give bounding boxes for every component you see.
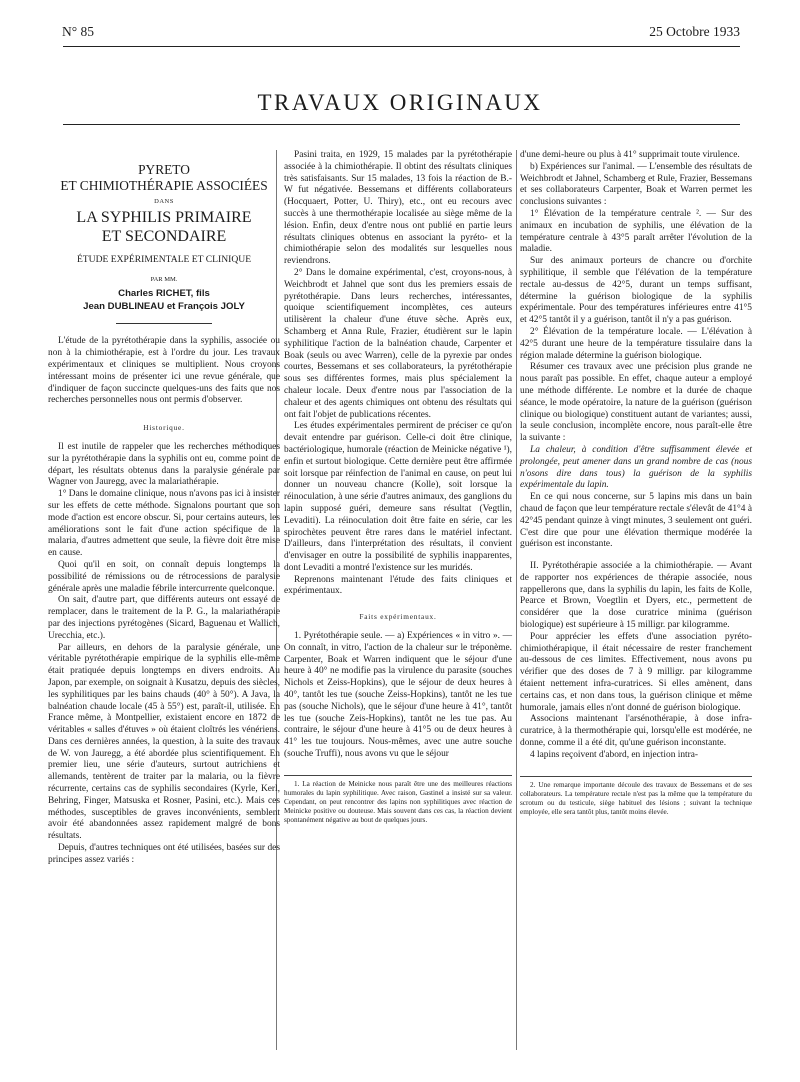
paragraph: 4 lapins reçoivent d'abord, en injection intra- (530, 749, 699, 760)
header-rule (63, 46, 740, 47)
paragraph: Pour apprécier les effets d'une association pyréto-chimiothérapique, il était nécessaire de rester franchement au-dessous de ces limites. Effectivement, nous avons pu vérifier que des doses de 7 à 9 milligr. par kilogramme étaient nettement infra-curatrices. Si elles amènent, dans certains cas, et non dans tous, la guérison clinique et même humorale, jamais elles n'ont donné de guérison biologique. (520, 631, 752, 713)
footnote-rule (520, 776, 752, 777)
paragraph: d'une demi-heure ou plus à 41° supprimait toute virulence. (520, 150, 740, 160)
article-subtitle: ÉTUDE EXPÉRIMENTALE ET CLINIQUE (76, 253, 252, 265)
article-title-line1: PYRETO (138, 162, 190, 177)
paragraph: Quoi qu'il en soit, on connaît depuis longtemps la possibilité de rémissions ou de rétrocessions de paralysie générale après une maladie fébrile intercurrente quelconque. (48, 559, 280, 594)
paragraph: 2° Dans le domaine expérimental, c'est, croyons-nous, à Weichbrodt et Jahnel que sont dus les premiers essais de pyrétothérapie. Dans leurs recherches, intéressantes, quoique scientifiquement incomplètes, ces auteurs utilisèrent la chaleur d'une étuve sèche. Après eux, Schamberg et Anna Rule, Frazier, étudièrent sur le lapin syphilitique l'action de la balnéation chaude, Carpenter et Boak (seuls ou avec Warren), celle de la pyrexie par ondes courtes, Bessemans et ses collaborateurs, la pyrétothérapie sous ses différentes formes, mais plus spécialement la chaleur locale. Deux d'entre nous par l'association de la chaleur et des agents chimiques ont obtenu des résultats qui ont fait l'objet de publications récentes. (284, 267, 512, 420)
paragraph: II. Pyrétothérapie associée a la chimiothérapie. — Avant de rapporter nos expériences de thérapie associée, nous rappellerons que, dans la syphilis du lapin, les faits de Kolle, Pearce et Brown, Voegtlin et Dyers, etc., permettent de considérer que la dose curatrice minima (guérison biologique) est supérieure à 15 milligr. par kilogramme. (520, 561, 752, 631)
footnote-rule (284, 775, 512, 776)
paragraph: On sait, d'autre part, que différents auteurs ont essayé de remplacer, dans le traitement de la P. G., la malariathérapie par des injections pyrétogènes (Sicard, Baguenau et Wallich, Urecchia, etc.). (48, 595, 280, 641)
footnote-2 (520, 781, 752, 817)
article-title-line3: LA SYPHILIS PRIMAIRE (76, 208, 252, 226)
heading-separator (116, 323, 212, 324)
footnote-text: 1. La réaction de Meinicke nous paraît être une des meilleures réactions humorales du lapin syphilitique. Avec raison, Gastinel a insisté sur sa valeur. Cependant, on peut rencontrer des lapins non syphilitiques avec réaction de Meinicke positive ou douteuse. Mais souvent dans ces cas, la réaction devient spontanément négative au bout de quelques jours. (284, 779, 512, 825)
paragraph: 1. Pyrétothérapie seule. — a) Expériences « in vitro ». — On connaît, in vitro, l'action de la chaleur sur le tréponème. Carpenter, Boak et Warren indiquent que le séjour d'une heure à 40° ne modifie pas la virulence du parasite (souches Nichols et Zeiss-Hopkins), que le séjour de deux heures à 40°, tantôt les tue (souche Zeiss-Hopkins), tantôt ne les tue pas (souche Nichols), que le séjour d'une heure à 41°, tantôt les tue (souche Zeis-Hopkins), tantôt ne les tue pas. Au contraire, le séjour d'une heure à 41°5 ou de deux heures à 41° les tue toujours. Nous-mêmes, avec une autre souche (souche Truffi), nous avons vu que le séjour (284, 631, 512, 760)
paragraph: b) Expériences sur l'animal. — L'ensemble des résultats de Weichbrodt et Jahnel, Schamberg et Rule, Frazier, Bessemans et ses collaborateurs Carpenter, Boak et Warren permet les conclusions suivantes : (520, 161, 752, 208)
column-2 (284, 150, 512, 825)
column-3 (520, 150, 752, 817)
paragraph: En ce qui nous concerne, sur 5 lapins mis dans un bain chaud de façon que leur température rectale s'élevât de 41°4 à 42°45 pendant quinze à vingt minutes, 3 seulement ont guéri. C'est dire que pour une élévation thermique modérée la guérison est inconstante. (520, 492, 752, 550)
footnote-1 (284, 780, 512, 825)
paragraph: Par ailleurs, en dehors de la paralysie générale, une véritable pyrétothérapie empirique de la syphilis elle-même était pratiquée depuis longtemps en divers endroits. Au Japon, par exemple, on soignait à Kusatzu, depuis des siècles, les syphilitiques par les bains chauds (40° à 50°). A Java, la balnéation chaude locale (45 à 55°) est, paraît-il, utilisée. En France même, à Montpellier, existaient encore en 1872 de véritables « salles d'étuves » où étaient cloîtrés les vénériens. Dans ces dernières années, la question, à la suite des travaux de W. von Jauregg, a été abordée plus scientifiquement. En premier lieu, une série d'auteurs, surtout autrichiens et allemands, tentèrent de traiter par la malaria, ou la fièvre récurrente, certains cas de syphilis secondaires (Kyrle, Kerl, Behring, Finger, Matsuska et Rosner, Pasini, etc.). Mais ces méthodes, susceptibles de graves inconvénients, semblent avoir été abandonnées assez rapidement malgré de bons résultats. (48, 642, 280, 842)
paragraph: Les études expérimentales permirent de préciser ce qu'on devait entendre par guérison. Celle-ci doit être clinique, bactériologique, humorale (réaction de Meinicke négative ¹), enfin et surtout biologique. Cette dernière peut être affirmée soit lorsque par réinfection de l'animal en cause, on peut lui donner un nouveau chancre (Kolle), soit lorsque la réinoculation, à une série d'autres animaux, des ganglions du lapin supposé guéri, demeure sans résultat (Vegtlin, Levaditi). La réinoculation doit être faite en série, car les spirochètes peuvent être rares dans le matériel infectant. D'ailleurs, dans l'interprétation des résultats, il convient d'envisager en outre la possibilité de syphilis inapparentes, dont Levaditi a montré l'existence sur les muridés. (284, 421, 512, 573)
subheading-faits: Faits expérimentaux. (359, 612, 437, 622)
paragraph: L'étude de la pyrétothérapie dans la syphilis, associée ou non à la chimiothérapie, est à l'ordre du jour. Les travaux expérimentaux et cliniques se multiplient. Nous croyons intéressant moins de présenter ici une revue générale, que d'indiquer de façon succincte quelques-uns des faits que nos recherches personnelles nous ont permis d'observer. (48, 336, 280, 406)
paragraph-conclusion: La chaleur, à condition d'être suffisamment élevée et prolongée, peut amener dans un grand nombre de cas (nous n'osons dire dans tous) la guérison de la syphilis expérimentale du lapin. (520, 444, 752, 491)
column-1 (48, 150, 280, 867)
paragraph: Depuis, d'autres techniques ont été utilisées, basées sur des principes assez variés : (48, 843, 280, 865)
article-par: PAR MM. (150, 275, 178, 283)
footnote-text: 2. Une remarque importante découle des travaux de Bessemans et de ses collaborateurs. La température rectale n'est pas la même que la température du scrotum ou du testicule, siège habituel des lésions ; suivant la technique employée, elle sera tantôt plus, tantôt moins élevée. (520, 780, 752, 816)
paragraph: 1° Élévation de la température centrale ². — Sur des animaux en incubation de syphilis, une élévation de la température centrale à 43°5 paraît arrêter l'évolution de la maladie. (520, 208, 752, 255)
article-title-line2: ET CHIMIOTHÉRAPIE ASSOCIÉES (60, 178, 268, 193)
paragraph: Sur des animaux porteurs de chancre ou d'orchite syphilitique, il semble que l'élévation de la température rectale au-dessus de 42°5, durant un temps suffisant, détermine la guérison biologique de la syphilis expérimentale. Pour des températures inférieures entre 41°5 et 42°5 tantôt il y a guérison, tantôt il n'y a pas guérison. (520, 256, 752, 326)
paragraph: 1° Dans le domaine clinique, nous n'avons pas ici à insister sur les effets de cette méthode. Signalons pourtant que son mode d'action est encore obscur. Si, pour certains auteurs, les améliorations sont le fait d'une action spécifique de la malaria, d'autres admettent que seule, la fièvre doit être mise en cause. (48, 489, 280, 559)
column-divider-2 (516, 150, 517, 1050)
section-title: TRAVAUX ORIGINAUX (257, 90, 543, 115)
issue-date: 25 Octobre 1933 (649, 24, 740, 39)
article-title-dans: DANS (154, 198, 174, 205)
article-title-line4: ET SECONDAIRE (101, 227, 227, 245)
paragraph: Il est inutile de rappeler que les recherches méthodiques sur la pyrétothérapie dans la syphilis ont eu, comme point de départ, les résultats obtenus dans la paralysie générale par Wagner von Jauregg, avec la malariathérapie. (48, 441, 280, 488)
article-authors-2: Jean DUBLINEAU et François JOLY (83, 301, 245, 313)
paragraph: Reprenons maintenant l'étude des faits cliniques et expérimentaux. (284, 574, 512, 597)
paragraph: Associons maintenant l'arsénothérapie, à dose infra-curatrice, à la thermothérapie qui, lorsqu'elle est modérée, ne donne, comme il a été dit, qu'une guérison inconstante. (520, 714, 752, 749)
paragraph: Résumer ces travaux avec une précision plus grande ne nous paraît pas possible. En effet, chaque auteur a employé une méthode différente. Le nombre et la durée de chaque séance, le mode opératoire, la nature de la guérison (guérison clinique ou biologique) constituent autant de variantes; aussi, la seule conclusion, incomplète encore, nous paraît-elle être la suivante : (520, 362, 752, 444)
paragraph: Pasini traita, en 1929, 15 malades par la pyrétothérapie associée à la chimiothérapie. Il obtint des résultats cliniques très satisfaisants. Sur 15 malades, 13 fois la réaction de B.-W fut négativée. Bessemans et différents collaborateurs (Hocquaert, Potter, U. Thiry), etc., ont eu recours avec succès à une thermothérapie localisée au siège même de la lésion. Enfin, deux d'entre nous ont publié en partie leurs résultats cliniques obtenus en associant la pyréto- et la chimiothérapie selon des modalités sur lesquelles nous reviendrons. (284, 150, 512, 267)
article-heading (48, 162, 280, 313)
paragraph: 2° Élévation de la température locale. — L'élévation à 42°5 durant une heure de la température tissulaire dans la région malade détermine la guérison biologique. (520, 326, 752, 361)
subheading-historique: Historique. (143, 423, 185, 433)
issue-number: N° 85 (62, 24, 95, 39)
article-authors-1: Charles RICHET, fils (118, 288, 210, 300)
title-rule (63, 124, 740, 125)
